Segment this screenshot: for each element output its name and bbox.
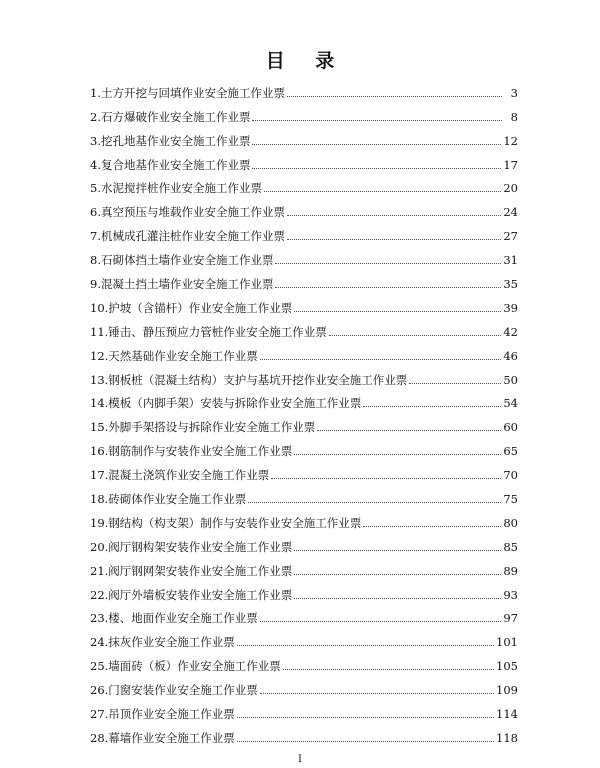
toc-entry-title: 钢结构（构支架）制作与安装作业安全施工作业票 <box>108 515 362 530</box>
toc-entry-page: 101 <box>496 635 518 650</box>
toc-entry-page: 65 <box>503 444 518 459</box>
toc-entry-number: 7. <box>90 229 101 244</box>
toc-entry-page: 42 <box>503 324 518 339</box>
toc-entry-title: 混凝土浇筑作业安全施工作业票 <box>108 468 270 483</box>
toc-entry[interactable] <box>90 243 518 267</box>
page-number: I <box>298 754 302 765</box>
toc-entry-page: 114 <box>496 707 518 722</box>
toc-dot-leader <box>271 478 501 479</box>
toc-entry[interactable] <box>90 410 518 434</box>
toc-entry[interactable] <box>90 100 518 124</box>
toc-entry[interactable] <box>90 458 518 482</box>
toc-entry-page: 93 <box>503 587 518 602</box>
toc-entry-number: 14. <box>90 396 109 411</box>
toc-entry-title: 门窗安装作业安全施工作业票 <box>108 683 258 698</box>
toc-dot-leader <box>252 168 501 169</box>
toc-entry-number: 15. <box>90 420 109 435</box>
toc-entry-number: 9. <box>90 277 101 292</box>
toc-entry-title: 复合地基作业安全施工作业票 <box>100 157 251 172</box>
toc-dot-leader <box>260 621 502 622</box>
toc-entry-number: 3. <box>90 133 101 148</box>
toc-entry-title: 锤击、静压预应力管桩作业安全施工作业票 <box>108 324 327 339</box>
toc-entry[interactable] <box>90 649 518 673</box>
toc-dot-leader <box>363 526 501 527</box>
toc-entry-number: 6. <box>90 205 101 220</box>
toc-entry-title: 阀厅钢网架安装作业安全施工作业票 <box>108 563 293 578</box>
toc-entry-title: 水泥搅拌桩作业安全施工作业票 <box>100 181 262 196</box>
toc-entry-title: 土方开挖与回填作业安全施工作业票 <box>100 85 285 100</box>
toc-entry[interactable] <box>90 721 518 745</box>
toc-entry[interactable] <box>90 482 518 506</box>
toc-entry-title: 护坡（含锚杆）作业安全施工作业票 <box>108 300 293 315</box>
toc-entry-title: 阀厅外墙板安装作业安全施工作业票 <box>108 587 293 602</box>
toc-entry-title: 真空预压与堆载作业安全施工作业票 <box>100 205 285 220</box>
toc-entry-number: 23. <box>90 611 109 626</box>
toc-entry-number: 13. <box>90 372 109 387</box>
toc-dot-leader <box>287 239 501 240</box>
toc-entry[interactable] <box>90 363 518 387</box>
toc-entry-page: 50 <box>503 372 518 387</box>
toc-entry-page: 89 <box>503 563 518 578</box>
toc-entry-page: 97 <box>503 611 518 626</box>
toc-entry[interactable] <box>90 219 518 243</box>
toc-entry-page: 39 <box>503 300 518 315</box>
toc-dot-leader <box>409 383 501 384</box>
toc-dot-leader <box>283 669 494 670</box>
toc-entry-page: 70 <box>503 468 518 483</box>
toc-entry-title: 石方爆破作业安全施工作业票 <box>100 109 251 124</box>
toc-entry-page: 20 <box>503 181 518 196</box>
toc-entry-page: 17 <box>503 157 518 172</box>
toc-entry-page: 12 <box>503 133 518 148</box>
toc-dot-leader <box>252 120 502 121</box>
toc-dot-leader <box>260 693 494 694</box>
toc-dot-leader <box>294 454 501 455</box>
toc-entry-number: 24. <box>90 635 109 650</box>
toc-entry-title: 幕墙作业安全施工作业票 <box>108 730 235 745</box>
toc-dot-leader <box>294 598 501 599</box>
toc-entry[interactable] <box>90 172 518 196</box>
toc-entry-page: 85 <box>503 539 518 554</box>
toc-entry[interactable] <box>90 697 518 721</box>
toc-entry-title: 外脚手架搭设与拆除作业安全施工作业票 <box>108 420 316 435</box>
toc-entry-number: 16. <box>90 444 109 459</box>
toc-entry-number: 21. <box>90 563 109 578</box>
toc-dot-leader <box>237 717 494 718</box>
toc-entry-number: 26. <box>90 683 109 698</box>
page-title: 目 录 <box>265 50 347 72</box>
toc-entry-title: 机械成孔灌注桩作业安全施工作业票 <box>100 229 285 244</box>
toc-entry-number: 11. <box>90 324 109 339</box>
toc-entry-title: 钢筋制作与安装作业安全施工作业票 <box>108 444 293 459</box>
toc-entry[interactable] <box>90 339 518 363</box>
toc-entry-number: 19. <box>90 515 109 530</box>
toc-entry-title: 砖砌体作业安全施工作业票 <box>108 492 247 507</box>
toc-entry-number: 8. <box>90 253 101 268</box>
toc-dot-leader <box>264 191 501 192</box>
toc-dot-leader <box>294 574 501 575</box>
toc-entry-title: 石砌体挡土墙作业安全施工作业票 <box>100 253 274 268</box>
toc-dot-leader <box>275 287 501 288</box>
toc-entry-title: 墙面砖（板）作业安全施工作业票 <box>108 659 281 674</box>
toc-dot-leader <box>287 215 501 216</box>
toc-entry-number: 1. <box>90 85 101 100</box>
toc-dot-leader <box>260 359 502 360</box>
toc-entry[interactable] <box>90 673 518 697</box>
toc-entry-page: 27 <box>503 229 518 244</box>
toc-entry-title: 阀厅钢构架安装作业安全施工作业票 <box>108 539 293 554</box>
toc-entry-number: 20. <box>90 539 109 554</box>
toc-entry-page: 75 <box>503 492 518 507</box>
toc-entry-title: 吊顶作业安全施工作业票 <box>108 707 235 722</box>
toc-dot-leader <box>237 741 494 742</box>
toc-entry-number: 18. <box>90 492 109 507</box>
toc-entry[interactable] <box>90 195 518 219</box>
toc-entry[interactable] <box>90 506 518 530</box>
toc-entry-number: 4. <box>90 157 101 172</box>
toc-entry-title: 钢板桩（混凝土结构）支护与基坑开挖作业安全施工作业票 <box>108 372 408 387</box>
toc-dot-leader <box>294 550 501 551</box>
toc-entry[interactable] <box>90 625 518 649</box>
toc-entry-number: 12. <box>90 348 109 363</box>
toc-entry[interactable] <box>90 124 518 148</box>
toc-entry-title: 混凝土挡土墙作业安全施工作业票 <box>100 277 274 292</box>
toc-entry-number: 27. <box>90 707 109 722</box>
toc-entry[interactable] <box>90 554 518 578</box>
toc-entry[interactable] <box>90 148 518 172</box>
toc-entry-title: 天然基础作业安全施工作业票 <box>108 348 258 363</box>
toc-dot-leader <box>252 144 501 145</box>
toc-entry[interactable] <box>90 434 518 458</box>
toc-entry-number: 28. <box>90 730 109 745</box>
toc-entry-title: 楼、地面作业安全施工作业票 <box>108 611 258 626</box>
toc-dot-leader <box>248 502 501 503</box>
toc-entry[interactable] <box>90 530 518 554</box>
toc-entry-page: 8 <box>510 109 518 124</box>
toc-entry-page: 31 <box>503 253 518 268</box>
toc-entry-title: 抹灰作业安全施工作业票 <box>108 635 235 650</box>
toc-entry[interactable] <box>90 76 518 100</box>
toc-entry-page: 24 <box>503 205 518 220</box>
toc-entry[interactable] <box>90 602 518 626</box>
table-of-contents <box>90 76 518 745</box>
toc-entry-title: 模板（内脚手架）安装与拆除作业安全施工作业票 <box>108 396 362 411</box>
toc-entry[interactable] <box>90 315 518 339</box>
toc-entry[interactable] <box>90 267 518 291</box>
toc-entry[interactable] <box>90 387 518 411</box>
toc-dot-leader <box>287 96 502 97</box>
toc-entry-number: 5. <box>90 181 101 196</box>
toc-entry-page: 54 <box>503 396 518 411</box>
toc-entry-number: 2. <box>90 109 101 124</box>
toc-entry-page: 35 <box>503 277 518 292</box>
toc-entry-page: 109 <box>496 683 518 698</box>
toc-entry-number: 10. <box>90 300 109 315</box>
toc-dot-leader <box>363 406 501 407</box>
toc-entry-page: 105 <box>496 659 518 674</box>
toc-entry-page: 46 <box>503 348 518 363</box>
toc-dot-leader <box>329 335 502 336</box>
toc-dot-leader <box>237 645 494 646</box>
toc-dot-leader <box>275 263 501 264</box>
toc-entry-page: 118 <box>496 730 518 745</box>
toc-entry[interactable] <box>90 578 518 602</box>
toc-entry-page: 60 <box>503 420 518 435</box>
toc-dot-leader <box>317 430 501 431</box>
toc-entry-page: 3 <box>510 85 518 100</box>
toc-entry-page: 80 <box>503 515 518 530</box>
toc-entry-number: 22. <box>90 587 109 602</box>
toc-dot-leader <box>294 311 501 312</box>
toc-entry[interactable] <box>90 291 518 315</box>
toc-entry-number: 25. <box>90 659 109 674</box>
toc-entry-number: 17. <box>90 468 109 483</box>
toc-entry-title: 挖孔地基作业安全施工作业票 <box>100 133 251 148</box>
